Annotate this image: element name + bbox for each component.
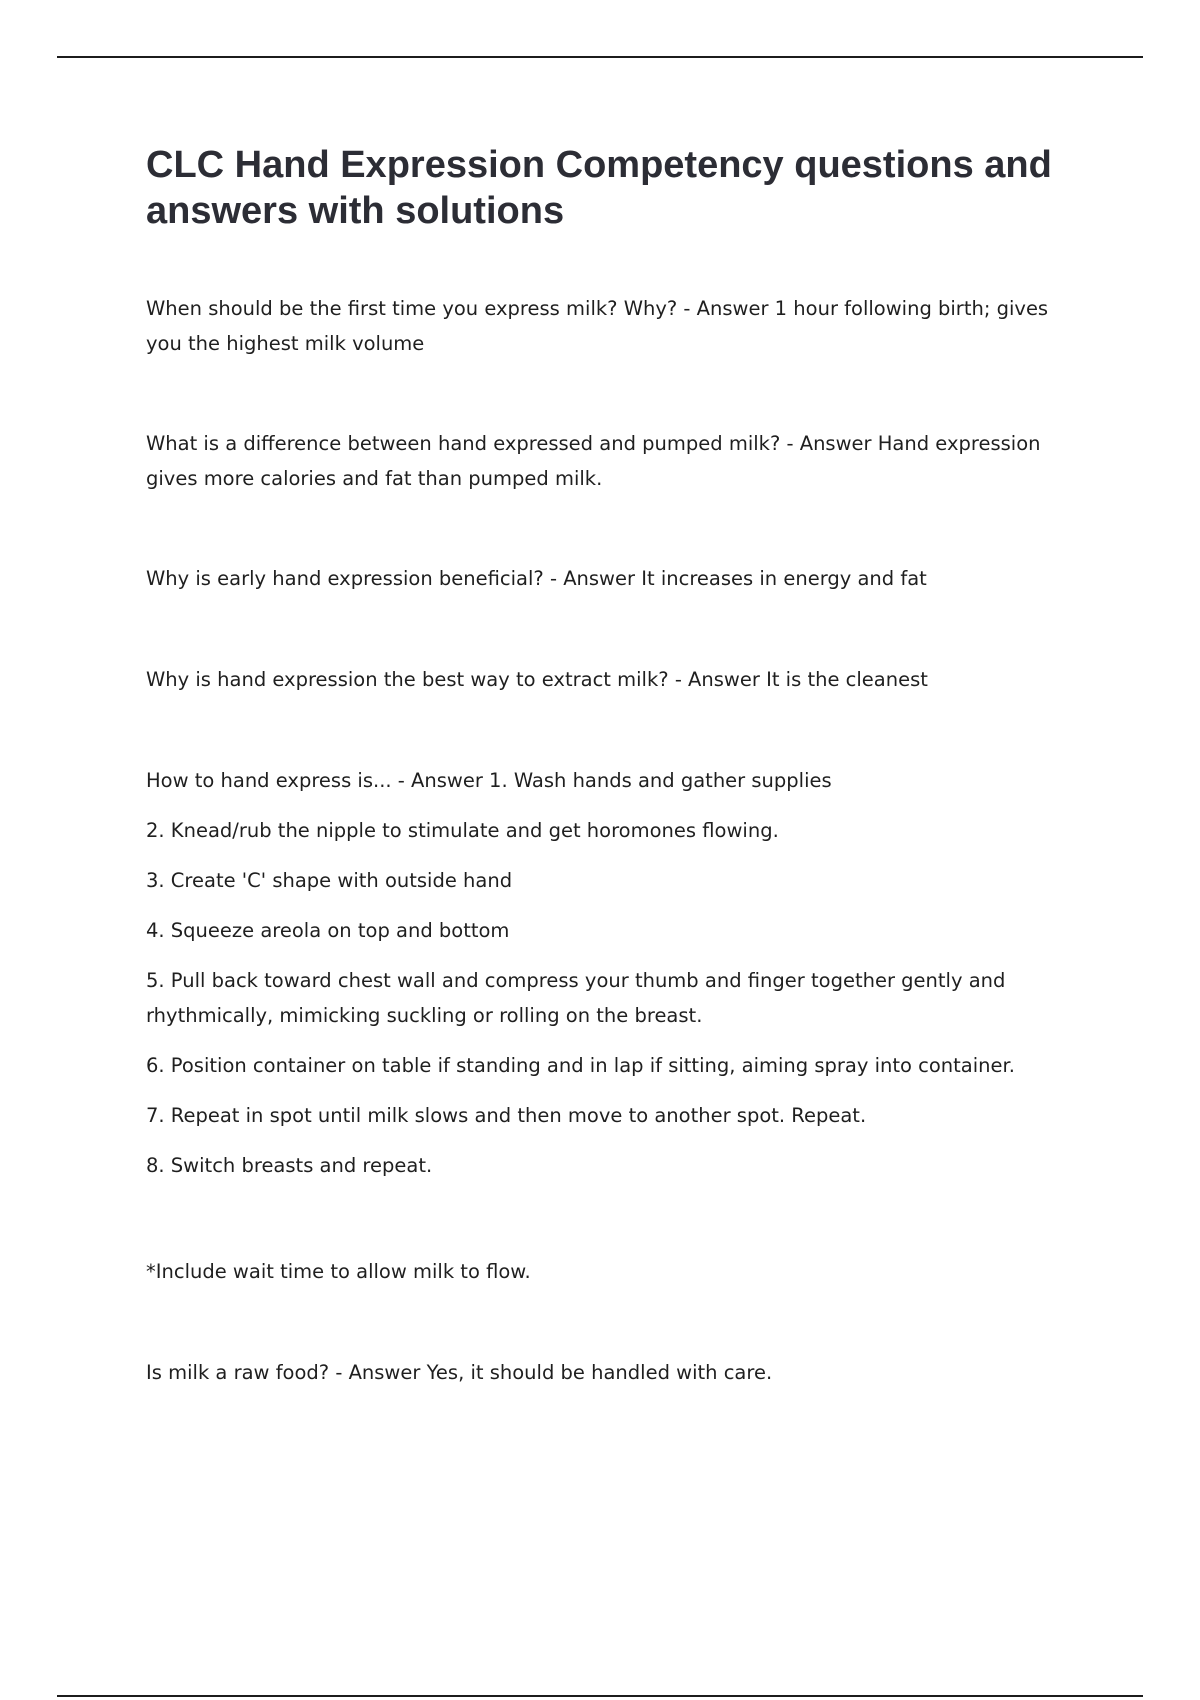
qa-item: Is milk a raw food? - Answer Yes, it should be handled with care. bbox=[146, 1361, 773, 1384]
step-item: 2. Knead/rub the nipple to stimulate and get horomones flowing. bbox=[146, 819, 779, 842]
qa-item: Why is early hand expression beneficial? - Answer It increases in energy and fat bbox=[146, 567, 927, 590]
qa-item: What is a difference between hand expressed and pumped milk? - Answer Hand expression gives more calories and fat than pumped milk. bbox=[146, 432, 1041, 490]
step-item: 6. Position container on table if standing and in lap if sitting, aiming spray into container. bbox=[146, 1054, 1015, 1077]
wait-time-note: *Include wait time to allow milk to flow. bbox=[146, 1260, 531, 1283]
hand-expression-steps bbox=[146, 763, 1066, 1183]
step-item: 8. Switch breasts and repeat. bbox=[146, 1154, 433, 1177]
document-title: CLC Hand Expression Competency questions and answers with solutions bbox=[146, 144, 1052, 232]
footer-rule bbox=[57, 1695, 1143, 1697]
step-item: 3. Create 'C' shape with outside hand bbox=[146, 869, 513, 892]
header-rule bbox=[57, 56, 1143, 58]
step-item: 4. Squeeze areola on top and bottom bbox=[146, 919, 510, 942]
step-item: How to hand express is... - Answer 1. Wash hands and gather supplies bbox=[146, 769, 832, 792]
qa-item: When should be the first time you express milk? Why? - Answer 1 hour following birth; gives you the highest milk volume bbox=[146, 297, 1049, 355]
step-item: 5. Pull back toward chest wall and compress your thumb and finger together gently and rhythmically, mimicking suckling or rolling on the breast. bbox=[146, 969, 1006, 1027]
qa-item: Why is hand expression the best way to extract milk? - Answer It is the cleanest bbox=[146, 668, 928, 691]
step-item: 7. Repeat in spot until milk slows and then move to another spot. Repeat. bbox=[146, 1104, 867, 1127]
